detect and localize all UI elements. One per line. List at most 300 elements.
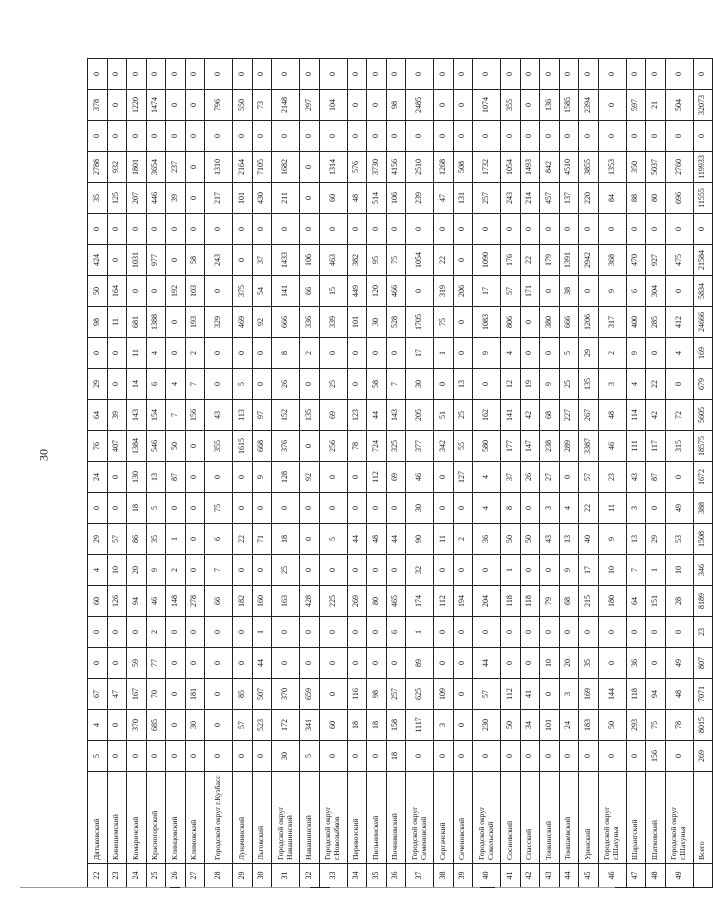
total-row xyxy=(693,59,713,888)
footer-rules xyxy=(0,881,640,895)
row-index: 26 xyxy=(166,864,186,888)
value-cell: 71 xyxy=(252,524,272,555)
value-cell: 79 xyxy=(540,586,560,617)
value-cell: 0 xyxy=(185,121,205,152)
value-cell: 32 xyxy=(406,555,434,586)
value-cell: 36 xyxy=(473,524,501,555)
value-cell: 668 xyxy=(252,431,272,462)
value-cell: 0 xyxy=(233,121,253,152)
value-cell: 1 xyxy=(406,617,434,648)
value-cell: 342 xyxy=(434,431,454,462)
value-cell: 1 xyxy=(501,555,521,586)
value-cell: 0 xyxy=(205,741,233,772)
value-cell: 475 xyxy=(665,245,693,276)
value-cell: 169 xyxy=(693,338,713,369)
value-cell: 94 xyxy=(646,679,666,710)
value-cell: 0 xyxy=(185,524,205,555)
table-row xyxy=(665,59,693,888)
value-cell: 24 xyxy=(559,710,579,741)
value-cell: 193 xyxy=(185,307,205,338)
value-cell: 2788 xyxy=(88,152,108,183)
value-cell: 0 xyxy=(233,214,253,245)
value-cell: 207 xyxy=(127,183,147,214)
value-cell: 53 xyxy=(665,524,693,555)
value-cell: 0 xyxy=(386,555,406,586)
value-cell: 0 xyxy=(205,121,233,152)
value-cell: 0 xyxy=(646,493,666,524)
value-cell: 98 xyxy=(367,679,387,710)
value-cell: 55 xyxy=(453,431,473,462)
value-cell: 1054 xyxy=(406,245,434,276)
value-cell: 17 xyxy=(406,338,434,369)
value-cell: 49 xyxy=(665,493,693,524)
table-row xyxy=(347,59,367,888)
value-cell: 0 xyxy=(205,679,233,710)
value-cell: 269 xyxy=(693,741,713,772)
value-cell: 9 xyxy=(540,369,560,400)
value-cell: 0 xyxy=(453,121,473,152)
value-cell: 8 xyxy=(501,493,521,524)
district-name: Луначинский xyxy=(233,772,253,864)
value-cell: 0 xyxy=(520,59,540,90)
value-cell: 0 xyxy=(473,121,501,152)
value-cell: 126 xyxy=(107,586,127,617)
value-cell: 156 xyxy=(185,400,205,431)
value-cell: 30 xyxy=(406,369,434,400)
value-cell: 0 xyxy=(367,214,387,245)
value-cell: 42 xyxy=(520,400,540,431)
value-cell: 523 xyxy=(252,710,272,741)
row-index: 30 xyxy=(252,864,272,888)
value-cell: 143 xyxy=(386,400,406,431)
value-cell: 0 xyxy=(300,214,320,245)
district-name: Комаричский xyxy=(127,772,147,864)
value-cell: 80 xyxy=(367,586,387,617)
value-cell: 47 xyxy=(434,183,454,214)
value-cell: 0 xyxy=(540,555,560,586)
value-cell: 269 xyxy=(347,586,367,617)
value-cell: 0 xyxy=(406,741,434,772)
value-cell: 152 xyxy=(272,400,300,431)
value-cell: 154 xyxy=(146,400,166,431)
value-cell: 796 xyxy=(205,90,233,121)
value-cell: 7105 xyxy=(252,152,272,183)
value-cell: 43 xyxy=(540,524,560,555)
value-cell: 0 xyxy=(386,214,406,245)
value-cell: 48 xyxy=(347,183,367,214)
value-cell: 0 xyxy=(453,338,473,369)
table-row xyxy=(579,59,599,888)
value-cell: 46 xyxy=(406,462,434,493)
value-cell: 0 xyxy=(501,121,521,152)
value-cell: 50 xyxy=(166,431,186,462)
value-cell: 0 xyxy=(347,338,367,369)
value-cell: 5 xyxy=(559,338,579,369)
value-cell: 57 xyxy=(501,276,521,307)
value-cell: 400 xyxy=(626,307,646,338)
value-cell: 0 xyxy=(166,741,186,772)
value-cell: 135 xyxy=(300,400,320,431)
district-name: Дятьковский xyxy=(88,772,108,864)
value-cell: 194 xyxy=(453,586,473,617)
value-cell: 29 xyxy=(88,369,108,400)
value-cell: 0 xyxy=(319,493,347,524)
value-cell: 22 xyxy=(520,245,540,276)
value-cell: 64 xyxy=(88,400,108,431)
value-cell: 18 xyxy=(367,710,387,741)
value-cell: 465 xyxy=(386,586,406,617)
value-cell: 0 xyxy=(319,462,347,493)
row-index: 38 xyxy=(434,864,454,888)
value-cell: 84 xyxy=(598,183,626,214)
value-cell: 0 xyxy=(319,648,347,679)
value-cell: 95 xyxy=(367,245,387,276)
value-cell: 35 xyxy=(579,648,599,679)
value-cell: 0 xyxy=(300,524,320,555)
value-cell: 0 xyxy=(453,679,473,710)
value-cell: 75 xyxy=(434,307,454,338)
value-cell: 1801 xyxy=(127,152,147,183)
table-row xyxy=(626,59,646,888)
value-cell: 67 xyxy=(88,679,108,710)
value-cell: 0 xyxy=(185,214,205,245)
value-cell: 0 xyxy=(300,431,320,462)
value-cell: 0 xyxy=(559,59,579,90)
value-cell: 378 xyxy=(88,90,108,121)
value-cell: 9 xyxy=(473,338,501,369)
value-cell: 125 xyxy=(107,183,127,214)
value-cell: 38 xyxy=(559,276,579,307)
row-index xyxy=(693,864,713,888)
table-row xyxy=(107,59,127,888)
district-name: Сосновский xyxy=(501,772,521,864)
value-cell: 0 xyxy=(107,90,127,121)
value-cell: 666 xyxy=(559,307,579,338)
value-cell: 1433 xyxy=(272,245,300,276)
value-cell: 5605 xyxy=(693,400,713,431)
value-cell: 4 xyxy=(166,369,186,400)
value-cell: 0 xyxy=(598,741,626,772)
value-cell: 69 xyxy=(386,462,406,493)
value-cell: 1615 xyxy=(233,431,253,462)
value-cell: 0 xyxy=(319,121,347,152)
value-cell: 120 xyxy=(367,276,387,307)
value-cell: 54 xyxy=(252,276,272,307)
value-cell: 10 xyxy=(107,555,127,586)
value-cell: 0 xyxy=(205,59,233,90)
value-cell: 370 xyxy=(127,710,147,741)
value-cell: 147 xyxy=(520,431,540,462)
value-cell: 1391 xyxy=(559,245,579,276)
value-cell: 0 xyxy=(252,214,272,245)
value-cell: 114 xyxy=(626,400,646,431)
value-cell: 66 xyxy=(205,586,233,617)
value-cell: 0 xyxy=(473,555,501,586)
district-name: Тоншаевский xyxy=(559,772,579,864)
value-cell: 0 xyxy=(88,338,108,369)
value-cell: 977 xyxy=(146,245,166,276)
row-index: 25 xyxy=(146,864,166,888)
value-cell: 0 xyxy=(453,648,473,679)
value-cell: 339 xyxy=(319,307,347,338)
value-cell: 9 xyxy=(559,555,579,586)
value-cell: 23 xyxy=(693,617,713,648)
value-cell: 315 xyxy=(665,431,693,462)
value-cell: 2 xyxy=(453,524,473,555)
value-cell: 75 xyxy=(205,493,233,524)
value-cell: 13 xyxy=(559,524,579,555)
value-cell: 3 xyxy=(540,493,560,524)
value-cell: 0 xyxy=(107,648,127,679)
value-cell: 0 xyxy=(540,338,560,369)
value-cell: 0 xyxy=(665,214,693,245)
value-cell: 118 xyxy=(520,586,540,617)
value-cell: 368 xyxy=(598,245,626,276)
value-cell: 172 xyxy=(272,710,300,741)
value-cell: 2485 xyxy=(406,90,434,121)
value-cell: 0 xyxy=(233,617,253,648)
value-cell: 0 xyxy=(88,648,108,679)
district-name: Сеченовский xyxy=(453,772,473,864)
value-cell: 0 xyxy=(646,121,666,152)
value-cell: 576 xyxy=(347,152,367,183)
row-index: 37 xyxy=(406,864,434,888)
value-cell: 0 xyxy=(233,338,253,369)
value-cell: 3 xyxy=(434,710,454,741)
value-cell: 7 xyxy=(386,369,406,400)
value-cell: 217 xyxy=(205,183,233,214)
value-cell: 0 xyxy=(233,462,253,493)
value-cell: 10 xyxy=(540,648,560,679)
value-cell: 18575 xyxy=(693,431,713,462)
value-cell: 508 xyxy=(453,152,473,183)
value-cell: 6 xyxy=(626,276,646,307)
value-cell: 44 xyxy=(386,524,406,555)
value-cell: 1388 xyxy=(146,307,166,338)
value-cell: 0 xyxy=(127,59,147,90)
value-cell: 1 xyxy=(646,555,666,586)
value-cell: 1074 xyxy=(473,90,501,121)
value-cell: 0 xyxy=(88,214,108,245)
value-cell: 30 xyxy=(406,493,434,524)
table-row xyxy=(598,59,626,888)
table-row xyxy=(252,59,272,888)
value-cell: 0 xyxy=(453,710,473,741)
district-name: Сергачский xyxy=(434,772,454,864)
value-cell: 18 xyxy=(347,710,367,741)
value-cell: 0 xyxy=(185,90,205,121)
value-cell: 20 xyxy=(559,648,579,679)
value-cell: 70 xyxy=(146,679,166,710)
value-cell: 0 xyxy=(300,493,320,524)
value-cell: 0 xyxy=(185,183,205,214)
table-row xyxy=(319,59,347,888)
value-cell: 37 xyxy=(501,462,521,493)
value-cell: 174 xyxy=(406,586,434,617)
row-index: 40 xyxy=(473,864,501,888)
value-cell: 1732 xyxy=(473,152,501,183)
value-cell: 0 xyxy=(453,59,473,90)
value-cell: 1 xyxy=(252,617,272,648)
value-cell: 0 xyxy=(434,90,454,121)
district-name: Тонкинский xyxy=(540,772,560,864)
value-cell: 0 xyxy=(520,493,540,524)
value-cell: 325 xyxy=(386,431,406,462)
value-cell: 7071 xyxy=(693,679,713,710)
value-cell: 5 xyxy=(233,369,253,400)
value-cell: 336 xyxy=(300,307,320,338)
value-cell: 289 xyxy=(559,431,579,462)
value-cell: 86 xyxy=(127,524,147,555)
value-cell: 26 xyxy=(272,369,300,400)
value-cell: 3387 xyxy=(579,431,599,462)
value-cell: 112 xyxy=(367,462,387,493)
value-cell: 0 xyxy=(146,121,166,152)
value-cell: 141 xyxy=(501,400,521,431)
value-cell: 41 xyxy=(520,679,540,710)
value-cell: 0 xyxy=(367,555,387,586)
value-cell: 807 xyxy=(693,648,713,679)
value-cell: 0 xyxy=(166,214,186,245)
value-cell: 4 xyxy=(626,369,646,400)
value-cell: 0 xyxy=(185,431,205,462)
value-cell: 0 xyxy=(300,369,320,400)
table-row xyxy=(453,59,473,888)
value-cell: 48 xyxy=(665,679,693,710)
value-cell: 0 xyxy=(501,648,521,679)
value-cell: 0 xyxy=(473,59,501,90)
value-cell: 148 xyxy=(166,586,186,617)
value-cell: 94 xyxy=(127,586,147,617)
value-cell: 101 xyxy=(233,183,253,214)
value-cell: 0 xyxy=(453,307,473,338)
value-cell: 0 xyxy=(185,648,205,679)
value-cell: 350 xyxy=(626,152,646,183)
value-cell: 18 xyxy=(272,524,300,555)
value-cell: 13 xyxy=(146,462,166,493)
value-cell: 0 xyxy=(367,338,387,369)
row-index: 23 xyxy=(107,864,127,888)
value-cell: 156 xyxy=(646,741,666,772)
value-cell: 2 xyxy=(300,338,320,369)
value-cell: 293 xyxy=(626,710,646,741)
value-cell: 0 xyxy=(693,121,713,152)
value-cell: 0 xyxy=(598,648,626,679)
value-cell: 77 xyxy=(146,648,166,679)
value-cell: 0 xyxy=(367,741,387,772)
value-cell: 0 xyxy=(406,214,434,245)
value-cell: 9 xyxy=(626,338,646,369)
value-cell: 375 xyxy=(233,276,253,307)
value-cell: 0 xyxy=(127,276,147,307)
value-cell: 171 xyxy=(520,276,540,307)
value-cell: 0 xyxy=(386,121,406,152)
value-cell: 48 xyxy=(367,524,387,555)
value-cell: 35 xyxy=(146,524,166,555)
value-cell: 97 xyxy=(252,400,272,431)
value-cell: 5 xyxy=(88,741,108,772)
value-cell: 144 xyxy=(598,679,626,710)
value-cell: 0 xyxy=(665,617,693,648)
value-cell: 21 xyxy=(646,90,666,121)
value-cell: 50 xyxy=(520,524,540,555)
value-cell: 377 xyxy=(406,431,434,462)
value-cell: 278 xyxy=(185,586,205,617)
table-row xyxy=(146,59,166,888)
value-cell: 5 xyxy=(300,741,320,772)
value-cell: 0 xyxy=(166,617,186,648)
value-cell: 1090 xyxy=(473,245,501,276)
value-cell: 11555 xyxy=(693,183,713,214)
value-cell: 0 xyxy=(185,555,205,586)
value-cell: 0 xyxy=(665,369,693,400)
value-cell: 0 xyxy=(347,214,367,245)
value-cell: 0 xyxy=(205,710,233,741)
value-cell: 4 xyxy=(88,555,108,586)
value-cell: 0 xyxy=(205,214,233,245)
value-cell: 0 xyxy=(520,338,540,369)
value-cell: 176 xyxy=(501,245,521,276)
value-cell: 85 xyxy=(233,679,253,710)
value-cell: 23 xyxy=(598,462,626,493)
value-cell: 2760 xyxy=(665,152,693,183)
value-cell: 182 xyxy=(233,586,253,617)
value-cell: 43 xyxy=(626,462,646,493)
value-cell: 932 xyxy=(107,152,127,183)
value-cell: 1117 xyxy=(406,710,434,741)
table-row xyxy=(166,59,186,888)
value-cell: 0 xyxy=(540,276,560,307)
value-cell: 50 xyxy=(88,276,108,307)
value-cell: 8189 xyxy=(693,586,713,617)
value-cell: 0 xyxy=(319,679,347,710)
value-cell: 29 xyxy=(579,338,599,369)
value-cell: 44 xyxy=(367,400,387,431)
value-cell: 0 xyxy=(559,462,579,493)
value-cell: 21584 xyxy=(693,245,713,276)
value-cell: 1 xyxy=(166,524,186,555)
value-cell: 141 xyxy=(272,276,300,307)
value-cell: 143 xyxy=(127,400,147,431)
value-cell: 0 xyxy=(185,617,205,648)
value-cell: 0 xyxy=(166,710,186,741)
value-cell: 204 xyxy=(473,586,501,617)
value-cell: 0 xyxy=(272,493,300,524)
value-cell: 9 xyxy=(598,524,626,555)
value-cell: 58 xyxy=(185,245,205,276)
value-cell: 1682 xyxy=(272,152,300,183)
value-cell: 256 xyxy=(319,431,347,462)
value-cell: 0 xyxy=(205,369,233,400)
value-cell: 457 xyxy=(540,183,560,214)
value-cell: 0 xyxy=(347,648,367,679)
value-cell: 1268 xyxy=(434,152,454,183)
value-cell: 69 xyxy=(319,400,347,431)
value-cell: 346 xyxy=(693,555,713,586)
value-cell: 162 xyxy=(473,400,501,431)
value-cell: 3 xyxy=(626,493,646,524)
value-cell: 0 xyxy=(319,617,347,648)
table-row xyxy=(127,59,147,888)
value-cell: 27 xyxy=(540,462,560,493)
value-cell: 109 xyxy=(434,679,454,710)
value-cell: 696 xyxy=(665,183,693,214)
district-name: Городской округ г.Кузбасс xyxy=(205,772,233,864)
row-index: 36 xyxy=(386,864,406,888)
value-cell: 117 xyxy=(646,431,666,462)
value-cell: 0 xyxy=(107,462,127,493)
value-cell: 0 xyxy=(367,648,387,679)
